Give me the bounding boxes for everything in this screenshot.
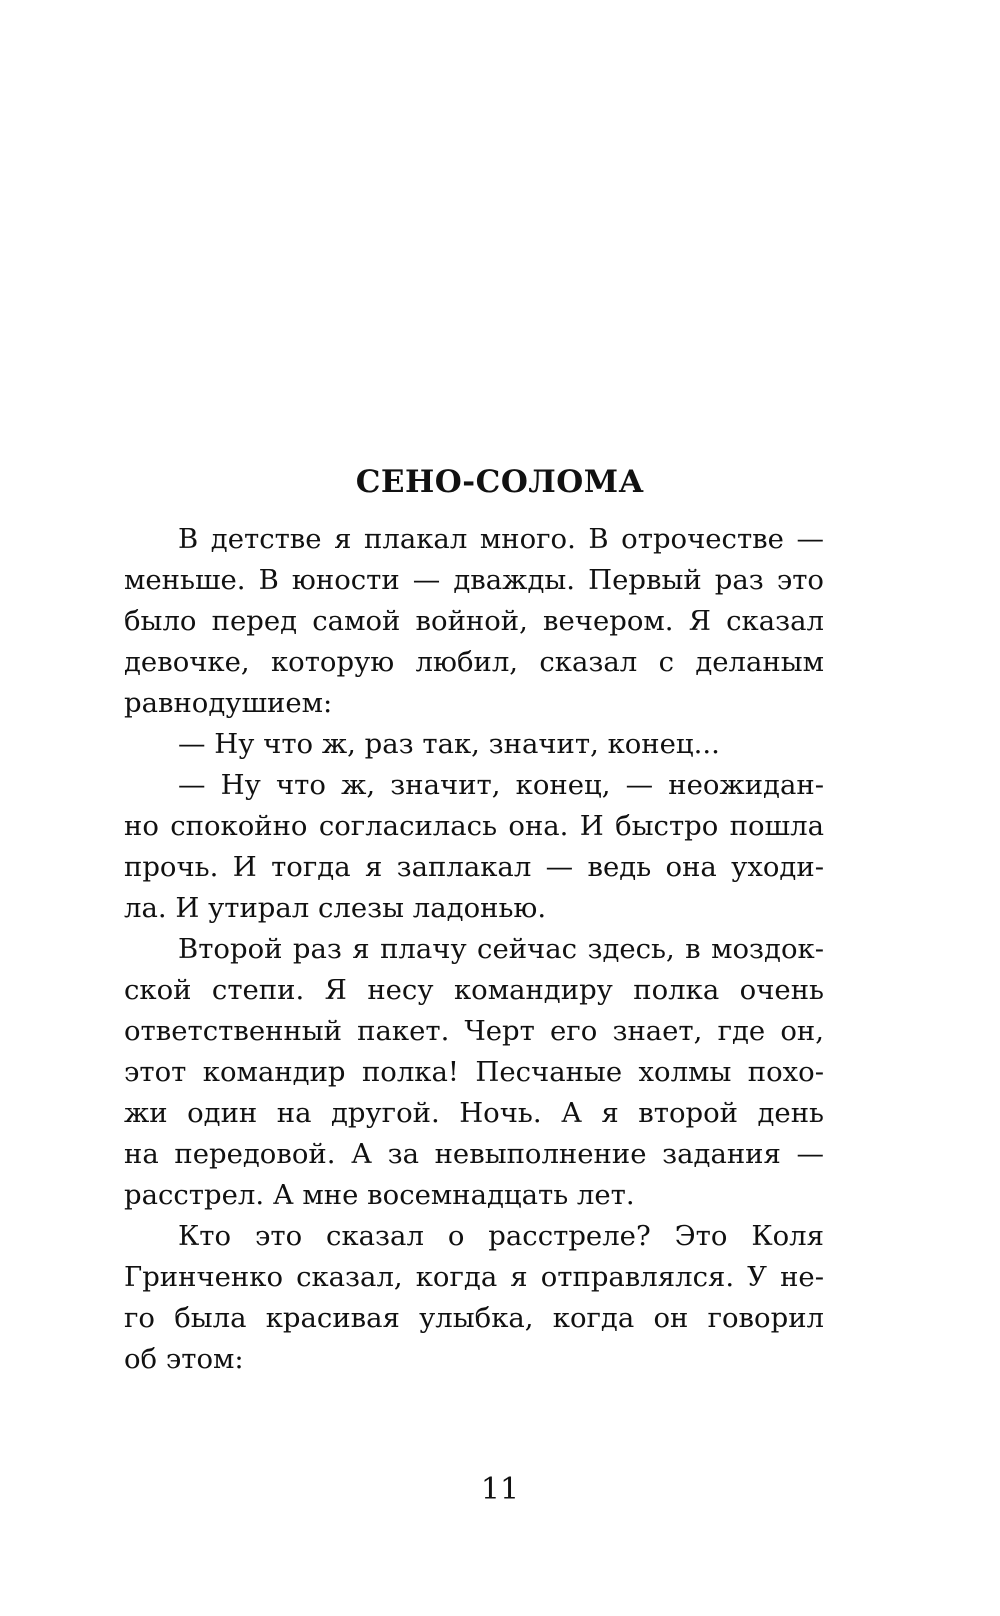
text-line: Второй раз я плачу сейчас здесь, в моздок- (178, 933, 824, 965)
text-line: — Ну что ж, значит, конец, — неожидан- (178, 769, 824, 801)
text-line: ской степи. Я несу командиру полка очень (124, 974, 824, 1006)
text-line: го была красивая улыбка, когда он говорил (124, 1302, 824, 1334)
text-line: — Ну что ж, раз так, значит, конец... (178, 728, 720, 760)
text-line: расстрел. А мне восемнадцать лет. (124, 1179, 635, 1211)
text-line: об этом: (124, 1343, 244, 1375)
text-line: прочь. И тогда я заплакал — ведь она уходи- (124, 851, 824, 883)
text-line: В детстве я плакал много. В отрочестве — (178, 523, 824, 555)
text-line: ла. И утирал слезы ладонью. (124, 892, 547, 924)
text-line: Гринченко сказал, когда я отправлялся. У не- (124, 1261, 824, 1293)
text-line: равнодушием: (124, 687, 333, 719)
text-line: жи один на другой. Ночь. А я второй день (124, 1097, 824, 1129)
text-line: на передовой. А за невыполнение задания — (124, 1138, 824, 1170)
text-line: но спокойно согласилась она. И быстро пошла (124, 810, 824, 842)
text-line: Кто это сказал о расстреле? Это Коля (178, 1220, 824, 1252)
chapter-title: СЕНО-СОЛОМА (355, 464, 645, 500)
text-line: ответственный пакет. Черт его знает, где он, (124, 1015, 824, 1047)
text-line: меньше. В юности — дважды. Первый раз это (124, 564, 824, 596)
text-line: девочке, которую любил, сказал с деланым (124, 646, 824, 678)
text-line: было перед самой войной, вечером. Я сказал (124, 605, 824, 637)
page-number: 11 (480, 1472, 520, 1507)
text-line: этот командир полка! Песчаные холмы похо- (124, 1056, 824, 1088)
